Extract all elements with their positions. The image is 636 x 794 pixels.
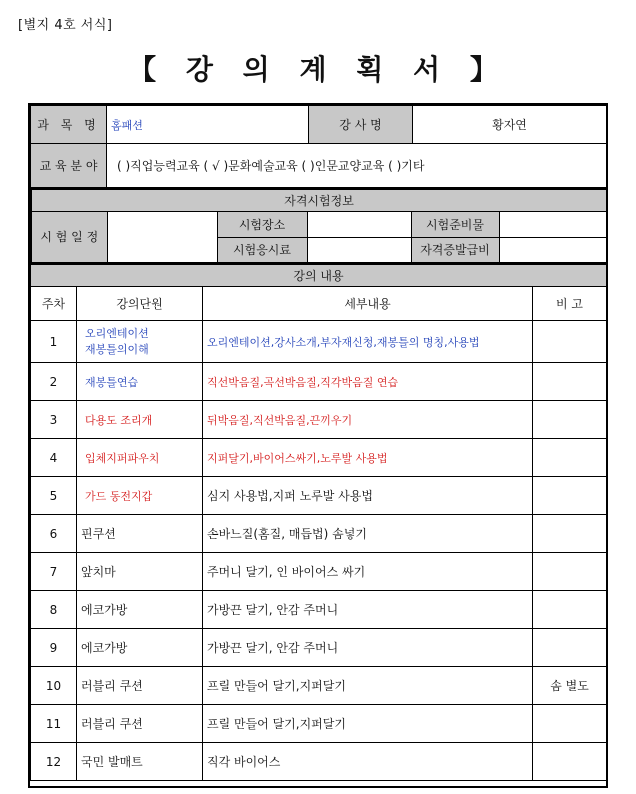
lecture-rows [31, 321, 607, 781]
unit-cell: 러블리 쿠션 [77, 667, 203, 705]
col-note: 비 고 [533, 287, 607, 321]
week-cell: 11 [31, 705, 77, 743]
note-cell [533, 705, 607, 743]
detail-cell: 주머니 달기, 인 바이어스 싸기 [203, 553, 533, 591]
note-cell [533, 401, 607, 439]
unit-cell: 국민 발매트 [77, 743, 203, 781]
week-cell: 5 [31, 477, 77, 515]
table-row [31, 553, 607, 591]
unit-cell: 핀쿠션 [77, 515, 203, 553]
table-row [31, 321, 607, 363]
col-detail: 세부내용 [203, 287, 533, 321]
week-cell: 3 [31, 401, 77, 439]
note-cell [533, 363, 607, 401]
materials-value [499, 211, 607, 237]
document-title: 【 강 의 계 획 서 】 [128, 53, 508, 86]
detail-cell: 직선박음질,곡선박음질,직각박음질 연습 [203, 363, 533, 401]
table-row [31, 363, 607, 401]
unit-cell: 입체지퍼파우치 [77, 439, 203, 477]
unit-cell: 다용도 조리개 [77, 401, 203, 439]
subject-label: 과 목 명 [31, 106, 107, 144]
subject-value: 홈패션 [107, 106, 309, 144]
unit-cell: 재봉틀연습 [77, 363, 203, 401]
schedule-label: 시 험 일 정 [31, 211, 107, 263]
instructor-value: 황자연 [413, 106, 607, 144]
cert-section-title: 자격시험정보 [31, 189, 607, 211]
note-cell [533, 591, 607, 629]
week-cell: 9 [31, 629, 77, 667]
week-cell: 7 [31, 553, 77, 591]
note-cell [533, 321, 607, 363]
note-cell [533, 515, 607, 553]
issue-fee-label: 자격증발급비 [411, 237, 499, 263]
note-cell [533, 439, 607, 477]
detail-cell: 오리엔테이션,강사소개,부자재신청,재봉틀의 명칭,사용법 [203, 321, 533, 363]
fee-value [307, 237, 411, 263]
col-week: 주차 [31, 287, 77, 321]
unit-cell: 러블리 쿠션 [77, 705, 203, 743]
note-cell [533, 629, 607, 667]
note-cell [533, 553, 607, 591]
place-label: 시험장소 [217, 211, 307, 237]
week-cell: 8 [31, 591, 77, 629]
lecture-section-title: 강의 내용 [31, 265, 607, 287]
table-row [31, 629, 607, 667]
table-row [31, 401, 607, 439]
week-cell: 6 [31, 515, 77, 553]
unit-cell: 에코가방 [77, 629, 203, 667]
field-label: 교 육 분 야 [31, 144, 107, 188]
detail-cell: 뒤박음질,직선박음질,끈끼우기 [203, 401, 533, 439]
field-options: ( )직업능력교육 ( √ )문화예술교육 ( )인문교양교육 ( )기타 [107, 144, 607, 188]
place-value [307, 211, 411, 237]
unit-cell: 오리엔테이션 재봉틀의이해 [77, 321, 203, 363]
detail-cell: 지퍼달기,바이어스싸기,노루발 사용법 [203, 439, 533, 477]
note-cell: 솜 별도 [533, 667, 607, 705]
week-cell: 4 [31, 439, 77, 477]
table-row [31, 477, 607, 515]
form-label: [별지 4호 서식] [18, 18, 113, 33]
lecture-table [30, 264, 607, 781]
detail-cell: 손바느질(홈질, 매듭법) 솜넣기 [203, 515, 533, 553]
schedule-value [107, 211, 217, 263]
table-row [31, 439, 607, 477]
detail-cell: 가방끈 달기, 안감 주머니 [203, 591, 533, 629]
materials-label: 시험준비물 [411, 211, 499, 237]
header-table [30, 105, 607, 188]
table-row [31, 515, 607, 553]
table-row [31, 743, 607, 781]
cert-table [30, 188, 608, 264]
fee-label: 시험응시료 [217, 237, 307, 263]
table-row [31, 591, 607, 629]
week-cell: 10 [31, 667, 77, 705]
week-cell: 2 [31, 363, 77, 401]
detail-cell: 심지 사용법,지퍼 노루발 사용법 [203, 477, 533, 515]
issue-fee-value [499, 237, 607, 263]
week-cell: 12 [31, 743, 77, 781]
note-cell [533, 477, 607, 515]
week-cell: 1 [31, 321, 77, 363]
unit-cell: 가드 동전지갑 [77, 477, 203, 515]
detail-cell: 직각 바이어스 [203, 743, 533, 781]
instructor-label: 강 사 명 [309, 106, 413, 144]
note-cell [533, 743, 607, 781]
detail-cell: 프릴 만들어 달기,지퍼달기 [203, 705, 533, 743]
unit-cell: 앞치마 [77, 553, 203, 591]
unit-cell: 에코가방 [77, 591, 203, 629]
detail-cell: 프릴 만들어 달기,지퍼달기 [203, 667, 533, 705]
table-row [31, 667, 607, 705]
detail-cell: 가방끈 달기, 안감 주머니 [203, 629, 533, 667]
lecture-plan-sheet [28, 103, 608, 788]
table-row [31, 705, 607, 743]
col-unit: 강의단원 [77, 287, 203, 321]
